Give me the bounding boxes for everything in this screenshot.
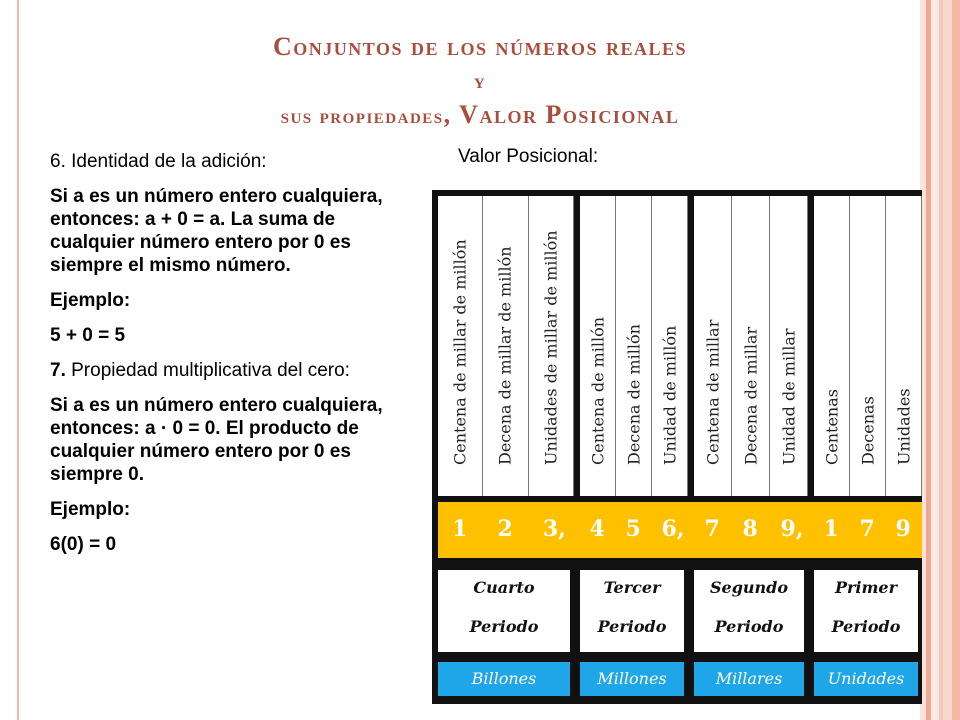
period-name: Cuarto (473, 578, 535, 597)
group-box-2 (580, 662, 684, 696)
multiplicative-title: Propiedad multiplicativa del cero: (65, 360, 350, 381)
title-line-3b: , Valor Posicional (443, 100, 680, 129)
place-header-9 (770, 196, 808, 496)
digit-1: 1 (452, 516, 468, 542)
place-header-label: Unidad de millón (660, 325, 679, 465)
place-header-10 (814, 196, 850, 496)
place-header-label: Decena de millar de millón (495, 246, 515, 465)
identity-heading: 6. Identidad de la adición: (50, 151, 267, 172)
period-sub: Periodo (469, 617, 539, 636)
period-box-3 (694, 570, 804, 652)
period-name: Primer (834, 578, 898, 597)
digits-row (438, 502, 922, 558)
identity-definition: Si a es un número entero cualquiera, entonces: a + 0 = a. La suma de cualquier número entero por 0 es siempre el mismo número. (50, 186, 383, 276)
place-header-1 (438, 196, 483, 496)
digit-8: 8 (742, 516, 758, 542)
group-label: Millares (715, 669, 783, 688)
place-header-8 (732, 196, 770, 496)
period-name: Segundo (709, 578, 789, 597)
multiplicative-definition: Si a es un número entero cualquiera, entonces: a · 0 = 0. El producto de cualquier número entero por 0 es siempre 0. (50, 395, 383, 485)
period-box-2 (580, 570, 684, 652)
multiplicative-number: 7. (50, 360, 66, 381)
digit-12: 9 (895, 516, 911, 542)
multiplicative-heading (50, 359, 420, 382)
period-sub: Periodo (597, 617, 667, 636)
digit-4: 4 (589, 516, 605, 542)
example-label-2: Ejemplo: (50, 499, 131, 520)
left-text-column (50, 150, 420, 568)
example-2: 6(0) = 0 (50, 534, 117, 555)
place-header-label: Unidad de millar (779, 328, 798, 465)
digit-11: 7 (859, 516, 875, 542)
digit-10: 1 (823, 516, 839, 542)
group-label: Millones (597, 669, 667, 688)
digit-7: 7 (704, 516, 720, 542)
group-box-3 (694, 662, 804, 696)
place-header-label: Decenas (858, 396, 877, 465)
place-header-label: Centena de millar de millón (450, 239, 470, 465)
place-header-7 (694, 196, 732, 496)
group-label: Unidades (827, 669, 905, 688)
place-header-label: Centenas (822, 389, 841, 465)
place-header-label: Centena de millar (703, 319, 722, 465)
period-sub: Periodo (714, 617, 784, 636)
place-header-label: Decena de millón (624, 324, 643, 465)
group-box-4 (814, 662, 918, 696)
place-header-6 (652, 196, 688, 496)
example-label-1: Ejemplo: (50, 290, 131, 311)
period-box-4 (814, 570, 918, 652)
slide-title (40, 30, 920, 132)
place-value-table (432, 190, 922, 704)
group-label: Billones (471, 669, 537, 688)
digit-5: 5 (625, 516, 641, 542)
place-header-11 (850, 196, 886, 496)
digit-3: 3, (542, 516, 566, 542)
place-header-label: Unidades de millar de millón (541, 230, 561, 465)
left-rule (17, 0, 19, 720)
valor-posicional-label: Valor Posicional: (458, 146, 599, 167)
example-1: 5 + 0 = 5 (50, 325, 126, 346)
place-header-3 (529, 196, 574, 496)
place-header-label: Centena de millón (588, 316, 607, 465)
period-box-1 (438, 570, 570, 652)
period-sub: Periodo (831, 617, 901, 636)
period-name: Tercer (603, 578, 661, 597)
digit-9: 9, (780, 516, 804, 542)
title-line-3a: sus propiedades (280, 103, 444, 128)
place-header-label: Unidades (894, 388, 913, 465)
title-line-1: Conjuntos de los números reales (272, 32, 688, 61)
place-header-label: Decena de millar (741, 326, 760, 465)
right-decorative-stripes (920, 0, 960, 720)
title-line-2: y (473, 68, 487, 93)
place-header-5 (616, 196, 652, 496)
place-header-12 (886, 196, 922, 496)
digit-2: 2 (497, 516, 513, 542)
place-header-2 (483, 196, 528, 496)
group-box-1 (438, 662, 570, 696)
place-header-4 (580, 196, 616, 496)
digit-6: 6, (661, 516, 685, 542)
